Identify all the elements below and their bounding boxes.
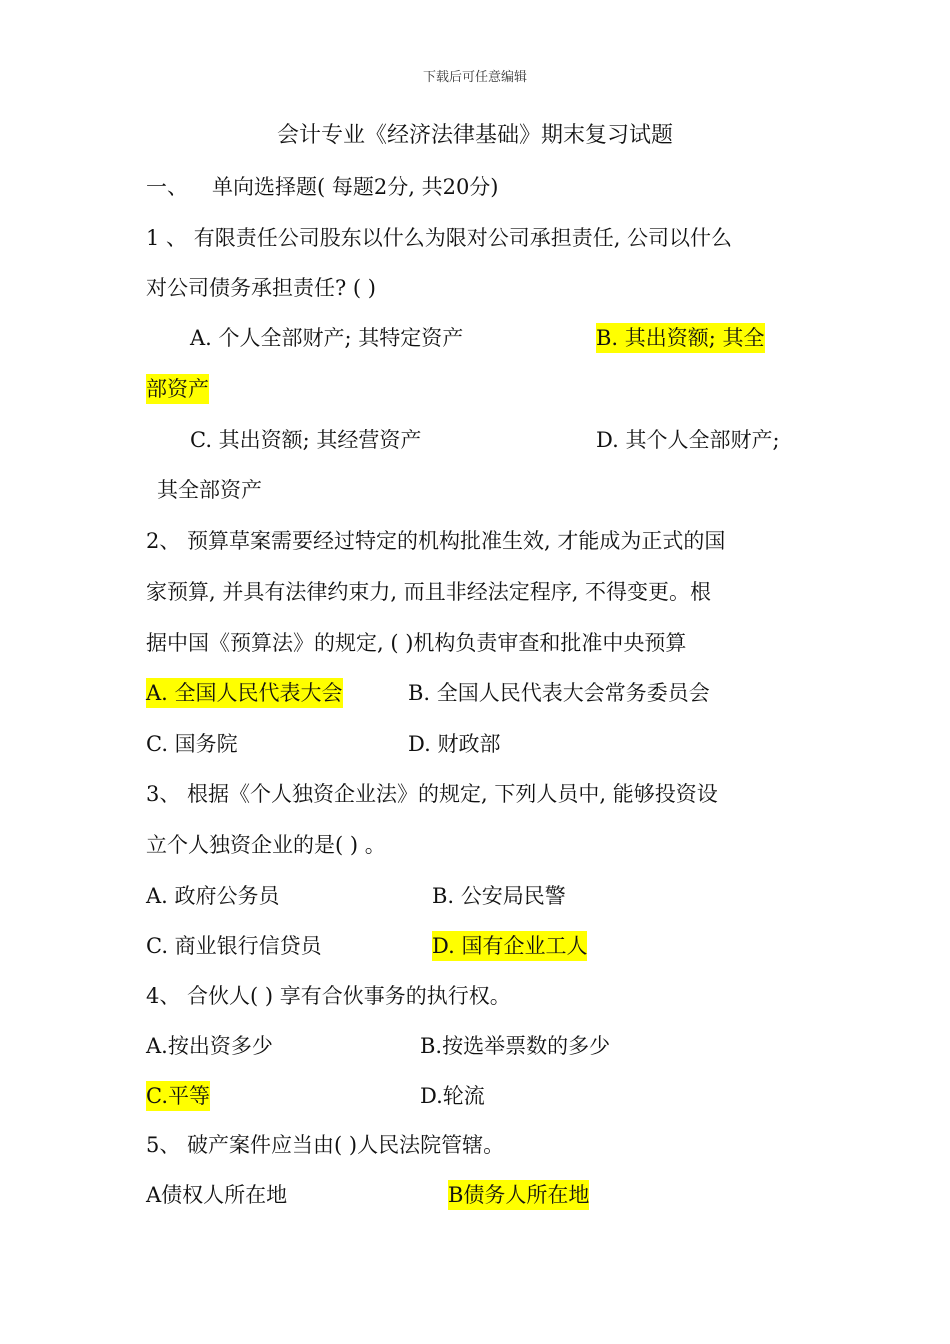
q4-option-d: D.轮流 xyxy=(420,1084,485,1108)
section-number: 一、 xyxy=(146,175,188,199)
q1-option-a: A. 个人全部财产; 其特定资产 xyxy=(190,326,464,350)
q1-stem-line2: 对公司债务承担责任? ( ) xyxy=(146,276,376,300)
q3-stem-line1: 3、 根据《个人独资企业法》的规定, 下列人员中, 能够投资设 xyxy=(146,782,718,806)
q1-option-c: C. 其出资额; 其经营资产 xyxy=(190,428,422,452)
page-header: 下载后可任意编辑 xyxy=(422,70,527,85)
q2-option-a-highlighted: A. 全国人民代表大会 xyxy=(146,678,343,708)
section-heading: 单向选择题( 每题2分, 共20分) xyxy=(212,175,499,199)
q1-option-b-continued-highlighted: 部资产 xyxy=(146,374,209,404)
q1-option-d: D. 其个人全部财产; xyxy=(596,428,780,452)
q5-option-b-highlighted: B债务人所在地 xyxy=(448,1180,589,1210)
q3-stem-line2: 立个人独资企业的是( ) 。 xyxy=(146,833,386,857)
q2-option-b: B. 全国人民代表大会常务委员会 xyxy=(408,681,710,705)
q2-stem-line1: 2、 预算草案需要经过特定的机构批准生效, 才能成为正式的国 xyxy=(146,529,726,553)
q2-option-c: C. 国务院 xyxy=(146,732,238,756)
q1-stem-line1: 1 、 有限责任公司股东以什么为限对公司承担责任, 公司以什么 xyxy=(146,226,733,250)
document-title: 会计专业《经济法律基础》期末复习试题 xyxy=(276,123,673,148)
q5-stem: 5、 破产案件应当由( )人民法院管辖。 xyxy=(146,1133,505,1157)
q1-option-d-continued: 其全部资产 xyxy=(157,478,262,502)
q4-option-a: A.按出资多少 xyxy=(146,1034,273,1058)
q2-stem-line2: 家预算, 并具有法律约束力, 而且非经法定程序, 不得变更。根 xyxy=(146,580,712,604)
q1-option-b-highlighted: B. 其出资额; 其全 xyxy=(596,323,765,353)
q3-option-c: C. 商业银行信贷员 xyxy=(146,934,322,958)
q5-option-a: A债权人所在地 xyxy=(146,1183,288,1207)
q2-option-d: D. 财政部 xyxy=(408,732,501,756)
q3-option-d-highlighted: D. 国有企业工人 xyxy=(432,931,587,961)
q4-option-b: B.按选举票数的多少 xyxy=(420,1034,611,1058)
q2-stem-line3: 据中国《预算法》的规定, ( )机构负责审查和批准中央预算 xyxy=(146,631,687,655)
q4-option-c-highlighted: C.平等 xyxy=(146,1081,210,1111)
q3-option-b: B. 公安局民警 xyxy=(432,884,566,908)
q4-stem: 4、 合伙人( ) 享有合伙事务的执行权。 xyxy=(146,984,511,1008)
q3-option-a: A. 政府公务员 xyxy=(146,884,280,908)
